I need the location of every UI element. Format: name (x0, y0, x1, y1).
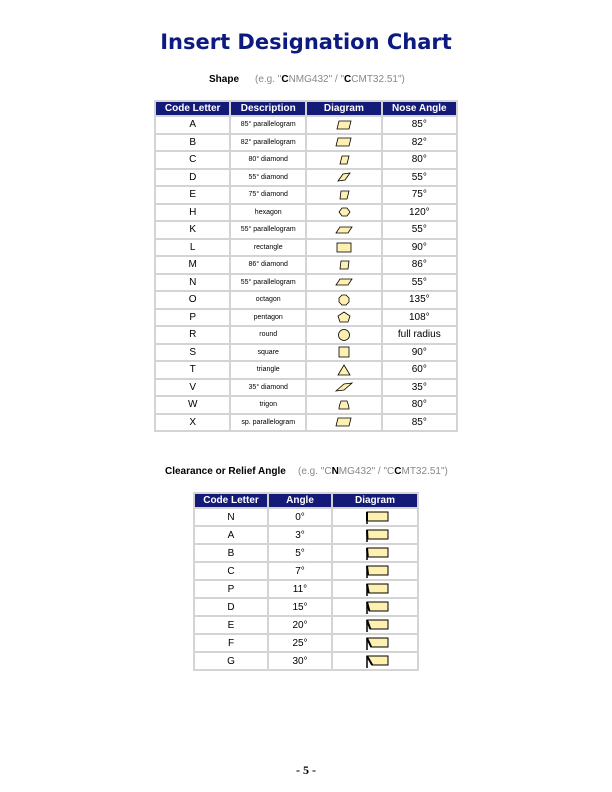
clearance-table-header (195, 494, 417, 507)
para55-shape-icon (334, 275, 354, 289)
diagram-cell (307, 345, 381, 361)
pentagon-shape-icon (334, 310, 354, 324)
code-letter: C (156, 152, 229, 168)
description: 35° diamond (231, 380, 305, 396)
round-shape-icon (334, 328, 354, 342)
angle: 7° (269, 563, 331, 579)
nose-angle: 80° (383, 397, 456, 413)
code-letter: G (195, 653, 267, 669)
description: 55° parallelogram (231, 222, 305, 238)
diagram-cell (307, 257, 381, 273)
hexagon-shape-icon (334, 205, 354, 219)
diagram-cell (333, 635, 417, 651)
description: square (231, 345, 305, 361)
diagram-cell (307, 362, 381, 378)
code-letter: N (156, 275, 229, 291)
clearance-row-d (195, 599, 417, 615)
clearance-row-e (195, 617, 417, 633)
diagram-cell (307, 170, 381, 186)
code-letter: V (156, 380, 229, 396)
diagram-cell (307, 275, 381, 291)
diagram-cell (333, 545, 417, 561)
code-letter: O (156, 292, 229, 308)
page-title: Insert Designation Chart (160, 30, 452, 54)
shape-table (154, 100, 458, 432)
relief-angle-icon (360, 509, 390, 525)
nose-angle: 120° (383, 205, 456, 221)
code-letter: B (156, 135, 229, 151)
para85-shape-icon (334, 118, 354, 132)
code-letter: D (195, 599, 267, 615)
angle: 20° (269, 617, 331, 633)
code-letter: N (195, 509, 267, 525)
diagram-cell (333, 527, 417, 543)
angle: 25° (269, 635, 331, 651)
page-number: - 5 - (296, 763, 316, 777)
code-letter: L (156, 240, 229, 256)
relief-angle-icon (360, 617, 390, 633)
col-description: Description (231, 102, 305, 115)
sppara-shape-icon (334, 415, 354, 429)
clearance-row-b (195, 545, 417, 561)
diagram-cell (333, 653, 417, 669)
description: triangle (231, 362, 305, 378)
clearance-example: (e.g. "CNMG432" / "CCMT32.51") (298, 466, 448, 477)
nose-angle: 75° (383, 187, 456, 203)
col-angle: Angle (269, 494, 331, 507)
shape-row-a (156, 117, 456, 133)
angle: 5° (269, 545, 331, 561)
nose-angle: 60° (383, 362, 456, 378)
para82-shape-icon (334, 135, 354, 149)
shape-table-header (156, 102, 456, 115)
nose-angle: 80° (383, 152, 456, 168)
diagram-cell (333, 617, 417, 633)
description: 55° parallelogram (231, 275, 305, 291)
diagram-cell (333, 509, 417, 525)
clearance-row-c (195, 563, 417, 579)
para55-shape-icon (334, 223, 354, 237)
description: 85° parallelogram (231, 117, 305, 133)
shape-row-h (156, 205, 456, 221)
shape-row-v (156, 380, 456, 396)
description: hexagon (231, 205, 305, 221)
diagram-cell (307, 397, 381, 413)
col-diagram: Diagram (307, 102, 381, 115)
nose-angle: 35° (383, 380, 456, 396)
diamond80-shape-icon (334, 153, 354, 167)
shape-row-c (156, 152, 456, 168)
diagram-cell (333, 581, 417, 597)
nose-angle: full radius (383, 327, 456, 343)
shape-row-l (156, 240, 456, 256)
nose-angle: 85° (383, 415, 456, 431)
diagram-cell (307, 415, 381, 431)
code-letter: A (156, 117, 229, 133)
code-letter: C (195, 563, 267, 579)
code-letter: H (156, 205, 229, 221)
description: octagon (231, 292, 305, 308)
angle: 15° (269, 599, 331, 615)
angle: 30° (269, 653, 331, 669)
diagram-cell (307, 240, 381, 256)
shape-row-d (156, 170, 456, 186)
diagram-cell (307, 135, 381, 151)
diamond75-shape-icon (334, 188, 354, 202)
code-letter: W (156, 397, 229, 413)
code-letter: F (195, 635, 267, 651)
col-code-letter: Code Letter (195, 494, 267, 507)
code-letter: B (195, 545, 267, 561)
col-code-letter: Code Letter (156, 102, 229, 115)
diagram-cell (307, 187, 381, 203)
diagram-cell (307, 380, 381, 396)
description: 55° diamond (231, 170, 305, 186)
shape-row-w (156, 397, 456, 413)
diagram-cell (307, 292, 381, 308)
code-letter: D (156, 170, 229, 186)
shape-row-k (156, 222, 456, 238)
shape-row-b (156, 135, 456, 151)
diagram-cell (307, 327, 381, 343)
code-letter: E (195, 617, 267, 633)
octagon-shape-icon (334, 293, 354, 307)
diagram-cell (307, 205, 381, 221)
description: 80° diamond (231, 152, 305, 168)
square-shape-icon (334, 345, 354, 359)
nose-angle: 86° (383, 257, 456, 273)
nose-angle: 55° (383, 275, 456, 291)
description: trigon (231, 397, 305, 413)
diagram-cell (333, 599, 417, 615)
relief-angle-icon (360, 527, 390, 543)
shape-row-n (156, 275, 456, 291)
triangle-shape-icon (334, 363, 354, 377)
diamond35-shape-icon (334, 380, 354, 394)
code-letter: K (156, 222, 229, 238)
clearance-row-p (195, 581, 417, 597)
code-letter: T (156, 362, 229, 378)
shape-row-x (156, 415, 456, 431)
relief-angle-icon (360, 545, 390, 561)
description: pentagon (231, 310, 305, 326)
description: 82° parallelogram (231, 135, 305, 151)
angle: 0° (269, 509, 331, 525)
shape-heading: Shape (209, 74, 240, 85)
code-letter: E (156, 187, 229, 203)
relief-angle-icon (360, 599, 390, 615)
trigon-shape-icon (334, 398, 354, 412)
col-nose-angle: Nose Angle (383, 102, 456, 115)
shape-row-m (156, 257, 456, 273)
col-diagram: Diagram (333, 494, 417, 507)
code-letter: P (156, 310, 229, 326)
nose-angle: 85° (383, 117, 456, 133)
nose-angle: 82° (383, 135, 456, 151)
diagram-cell (307, 222, 381, 238)
clearance-row-a (195, 527, 417, 543)
nose-angle: 108° (383, 310, 456, 326)
nose-angle: 55° (383, 170, 456, 186)
clearance-table (193, 492, 419, 671)
rectangle-shape-icon (334, 240, 354, 254)
diagram-cell (333, 563, 417, 579)
shape-row-e (156, 187, 456, 203)
clearance-row-f (195, 635, 417, 651)
angle: 11° (269, 581, 331, 597)
clearance-heading: Clearance or Relief Angle (165, 466, 286, 477)
diagram-cell (307, 152, 381, 168)
code-letter: R (156, 327, 229, 343)
nose-angle: 90° (383, 345, 456, 361)
code-letter: X (156, 415, 229, 431)
shape-row-t (156, 362, 456, 378)
diagram-cell (307, 117, 381, 133)
relief-angle-icon (360, 581, 390, 597)
shape-row-s (156, 345, 456, 361)
shape-row-o (156, 292, 456, 308)
relief-angle-icon (360, 635, 390, 651)
angle: 3° (269, 527, 331, 543)
relief-angle-icon (360, 653, 390, 669)
nose-angle: 135° (383, 292, 456, 308)
clearance-row-n (195, 509, 417, 525)
diamond55-shape-icon (334, 170, 354, 184)
diagram-cell (307, 310, 381, 326)
nose-angle: 55° (383, 222, 456, 238)
description: round (231, 327, 305, 343)
diamond86-shape-icon (334, 258, 354, 272)
description: sp. parallelogram (231, 415, 305, 431)
code-letter: A (195, 527, 267, 543)
description: rectangle (231, 240, 305, 256)
shape-example: (e.g. "CNMG432" / "CCMT32.51") (255, 74, 405, 85)
clearance-row-g (195, 653, 417, 669)
shape-row-p (156, 310, 456, 326)
code-letter: P (195, 581, 267, 597)
relief-angle-icon (360, 563, 390, 579)
description: 75° diamond (231, 187, 305, 203)
nose-angle: 90° (383, 240, 456, 256)
code-letter: S (156, 345, 229, 361)
code-letter: M (156, 257, 229, 273)
description: 86° diamond (231, 257, 305, 273)
shape-row-r (156, 327, 456, 343)
